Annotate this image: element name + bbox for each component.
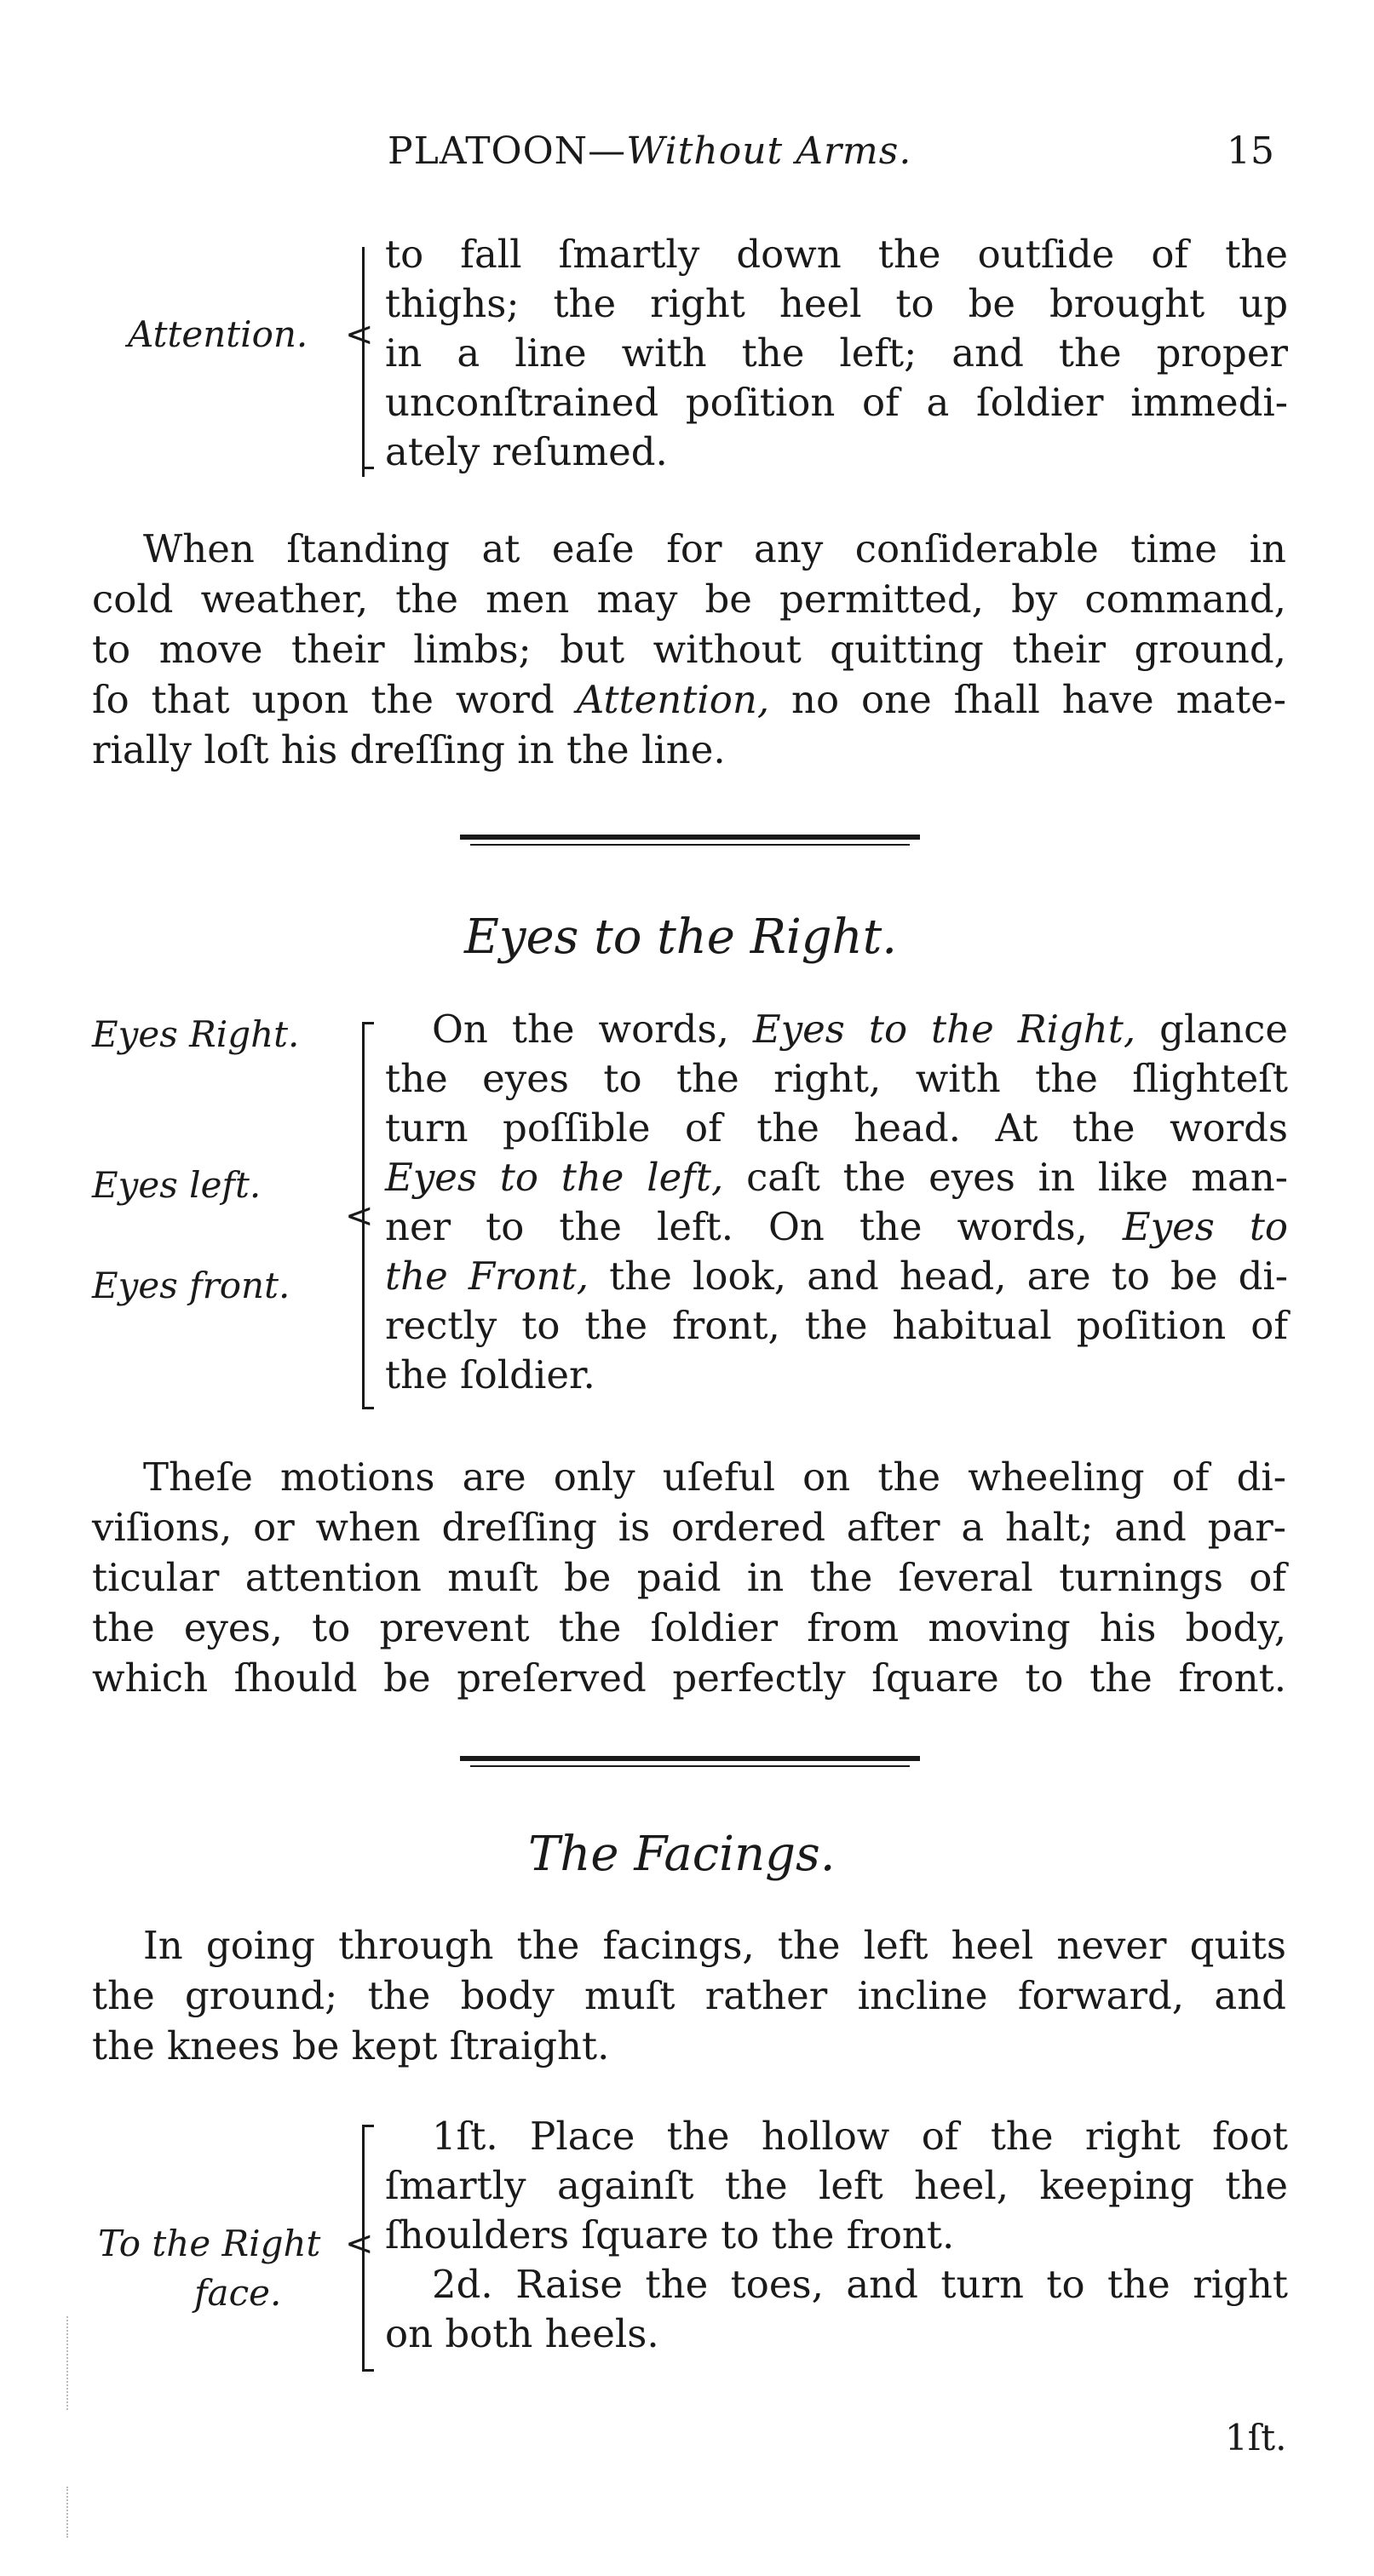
text-line xyxy=(385,1202,1288,1252)
text-line: to move their limbs; but without quitting their ground, xyxy=(92,627,1286,672)
catchword: 1ſt. xyxy=(1225,2417,1287,2458)
text-line: rectly to the front, the habitual poſition of xyxy=(385,1303,1288,1348)
text-line: the ground; the body muſt rather incline forward, and xyxy=(92,1973,1286,2018)
italic-phrase: Eyes to the left, xyxy=(385,1155,724,1200)
paragraph-facings-intro xyxy=(92,1920,1286,2071)
brace-point-attention: < xyxy=(345,315,374,354)
text-line: In going through the facings, the left heel never quits xyxy=(143,1923,1286,1968)
running-title-italic: Without Arms. xyxy=(626,129,912,173)
eyes-text xyxy=(385,1005,1288,1400)
italic-word: Attention, xyxy=(576,677,770,722)
text-line: ticular attention muſt be paid in the ſeveral turnings of xyxy=(92,1555,1286,1600)
brace-hook-top xyxy=(362,1022,374,1024)
text-line xyxy=(385,1153,1288,1202)
paragraph-standing-at-ease xyxy=(92,524,1286,775)
rule-thick xyxy=(460,1756,920,1761)
brace-hook-top xyxy=(362,2125,374,2127)
text-line xyxy=(385,1005,1288,1054)
section-title-eyes: Eyes to the Right. xyxy=(464,909,898,965)
paragraph-motions xyxy=(92,1452,1286,1703)
text-line: rially loſt his dreſſing in the line. xyxy=(92,727,726,772)
text-segment: the look, and head, are to be di- xyxy=(589,1254,1288,1299)
running-title xyxy=(388,129,911,173)
side-label-eyes-left: Eyes left. xyxy=(92,1164,262,1206)
brace-hook-attention xyxy=(362,467,374,469)
text-line: ſmartly againſt the left heel, keeping the xyxy=(385,2163,1288,2208)
running-title-roman: PLATOON— xyxy=(388,129,627,173)
text-line: the eyes, to prevent the ſoldier from moving his body, xyxy=(92,1605,1286,1650)
brace-point-eyes: < xyxy=(345,1196,374,1236)
text-line xyxy=(92,674,1286,725)
text-line: ſhoulders ſquare to the front. xyxy=(385,2212,955,2258)
brace-hook-bottom xyxy=(362,2369,374,2372)
text-line: Theſe motions are only uſeful on the wheeling of di- xyxy=(143,1454,1286,1500)
text-segment: glance xyxy=(1135,1007,1289,1052)
italic-phrase: the Front, xyxy=(385,1254,589,1299)
text-segment: no one ſhall have mate- xyxy=(769,677,1286,722)
text-line: 1ſt. Place the hollow of the right foot xyxy=(432,2114,1288,2159)
text-segment: caſt the eyes in like man- xyxy=(723,1155,1288,1200)
text-line: which ſhould be preſerved perfectly ſquare to the front. xyxy=(92,1655,1286,1701)
section-divider xyxy=(460,1756,920,1767)
text-line: turn poſſible of the head. At the words xyxy=(385,1105,1288,1150)
brace-point-facings: < xyxy=(345,2224,374,2263)
text-line: on both heels. xyxy=(385,2311,659,2356)
italic-phrase: Eyes to the Right, xyxy=(752,1007,1136,1052)
rule-thin xyxy=(470,844,910,846)
facings-text xyxy=(385,2112,1288,2359)
text-line: to fall ſmartly down the outſide of the xyxy=(385,232,1288,277)
text-line: cold weather, the men may be permitted, by command, xyxy=(92,577,1286,622)
brace-hook-bottom xyxy=(362,1407,374,1409)
text-segment: ner to the left. On the words, xyxy=(385,1204,1123,1249)
rule-thin xyxy=(470,1765,910,1767)
margin-marks xyxy=(66,2316,72,2410)
text-line: unconſtrained poſition of a ſoldier immedi- xyxy=(385,380,1288,425)
text-line: the eyes to the right, with the ſlighteſt xyxy=(385,1056,1288,1101)
text-line: the ſoldier. xyxy=(385,1352,595,1397)
margin-marks xyxy=(66,2487,72,2538)
section-title-facings: The Facings. xyxy=(528,1827,836,1882)
text-line: the knees be kept ſtraight. xyxy=(92,2023,610,2068)
section-divider xyxy=(460,835,920,846)
text-line xyxy=(385,1252,1288,1301)
side-label-face: face. xyxy=(194,2272,282,2314)
page-number: 15 xyxy=(1227,129,1274,173)
running-header xyxy=(0,129,1374,181)
text-line: When ſtanding at eaſe for any conſiderable time in xyxy=(143,526,1286,571)
text-line: ately reſumed. xyxy=(385,429,668,474)
side-label-attention: Attention. xyxy=(128,313,308,355)
text-line: in a line with the left; and the proper xyxy=(385,330,1288,376)
side-label-eyes-front: Eyes front. xyxy=(92,1265,290,1306)
brace-attention xyxy=(362,247,365,477)
side-label-right-face: To the Right xyxy=(98,2223,321,2264)
italic-phrase: Eyes to xyxy=(1122,1204,1288,1249)
attention-text xyxy=(385,230,1288,477)
text-segment: On the words, xyxy=(432,1007,753,1052)
side-label-eyes-right: Eyes Right. xyxy=(92,1013,300,1055)
text-segment: ſo that upon the word xyxy=(92,677,577,722)
text-line: viſions, or when dreſſing is ordered after a halt; and par- xyxy=(92,1505,1286,1550)
text-line: thighs; the right heel to be brought up xyxy=(385,281,1288,326)
rule-thick xyxy=(460,835,920,840)
text-line: 2d. Raise the toes, and turn to the right xyxy=(432,2262,1288,2307)
